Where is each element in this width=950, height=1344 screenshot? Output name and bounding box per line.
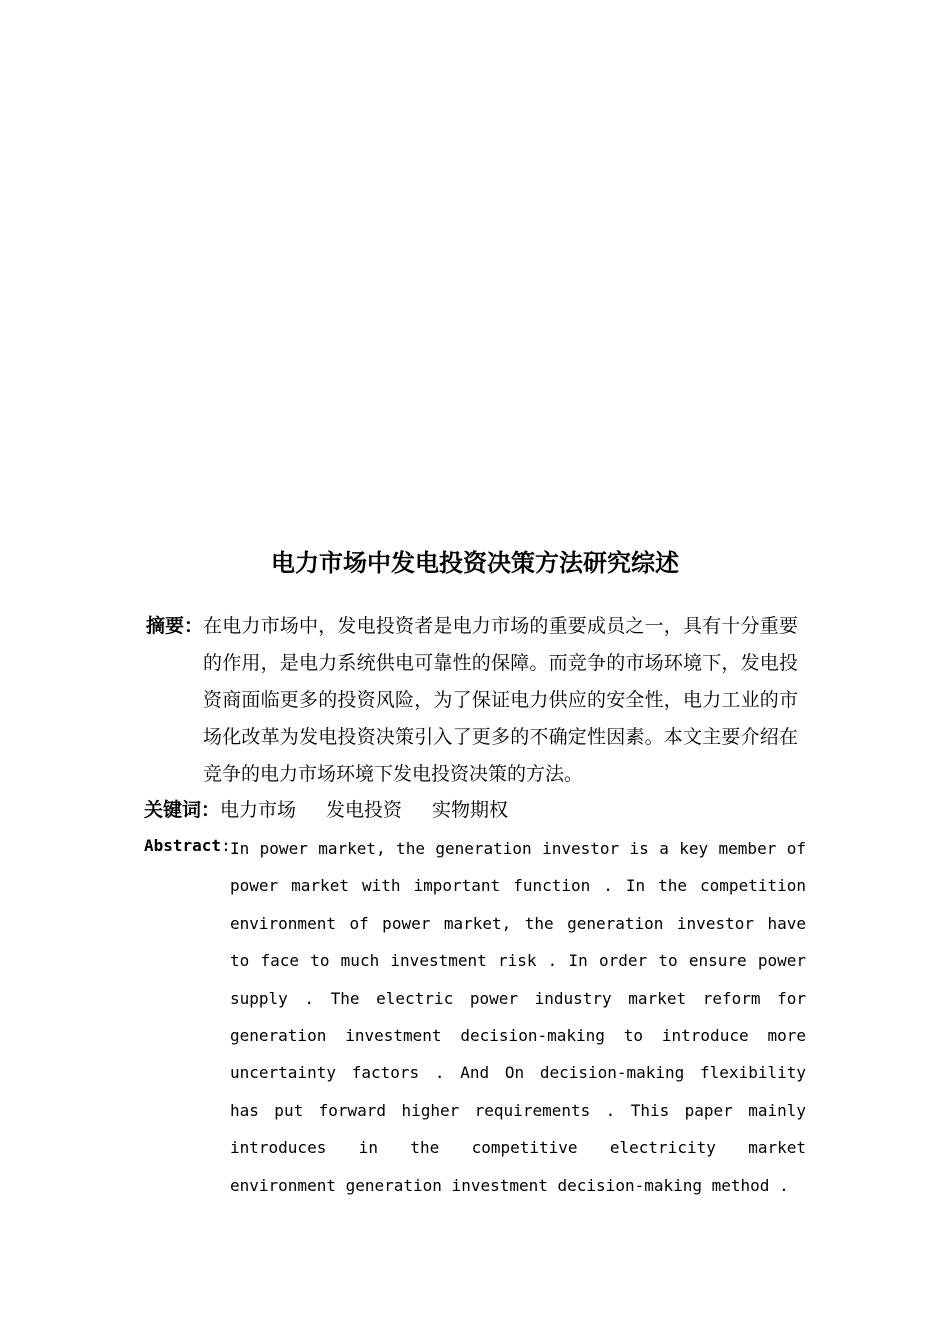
english-abstract-label-text: Abstract [144, 836, 222, 855]
document-title: 电力市场中发电投资决策方法研究综述 [271, 548, 679, 577]
chinese-abstract-label: 摘要： [146, 615, 204, 637]
keyword-item: 实物期权 [432, 799, 509, 821]
english-abstract-colon: : [221, 836, 231, 855]
chinese-abstract-text: 在电力市场中，发电投资者是电力市场的重要成员之一，具有十分重要的作用，是电力系统供电可靠性的保障。而竞争的市场环境下，发电投资商面临更多的投资风险，为了保证电力供应的安全性，电力工业的市场化改革为发电投资决策引入了更多的不确定性因素。本文主要介绍在竞争的电力市场环境下发电投资决策的方法。 [203, 615, 798, 785]
english-abstract-label [144, 830, 231, 862]
keyword-item: 电力市场 [220, 799, 297, 821]
chinese-abstract [146, 608, 806, 793]
english-abstract [144, 830, 806, 1204]
keyword-item: 发电投资 [326, 799, 403, 821]
keywords-label: 关键词： [144, 799, 221, 821]
keywords-line [144, 794, 538, 826]
english-abstract-text: In power market, the generation investor is a key member of power market with important function . In the competition environment of power market, the generation investor have to face to much investment risk . In order to ensure power supply . The electric power industry market reform for generation investment decision-making to introduce more uncertainty factors . And On decision-making flexibility has put forward higher requirements . This paper mainly introduces in the competitive electricity market environment generation investment decision-making method . [230, 839, 806, 1195]
